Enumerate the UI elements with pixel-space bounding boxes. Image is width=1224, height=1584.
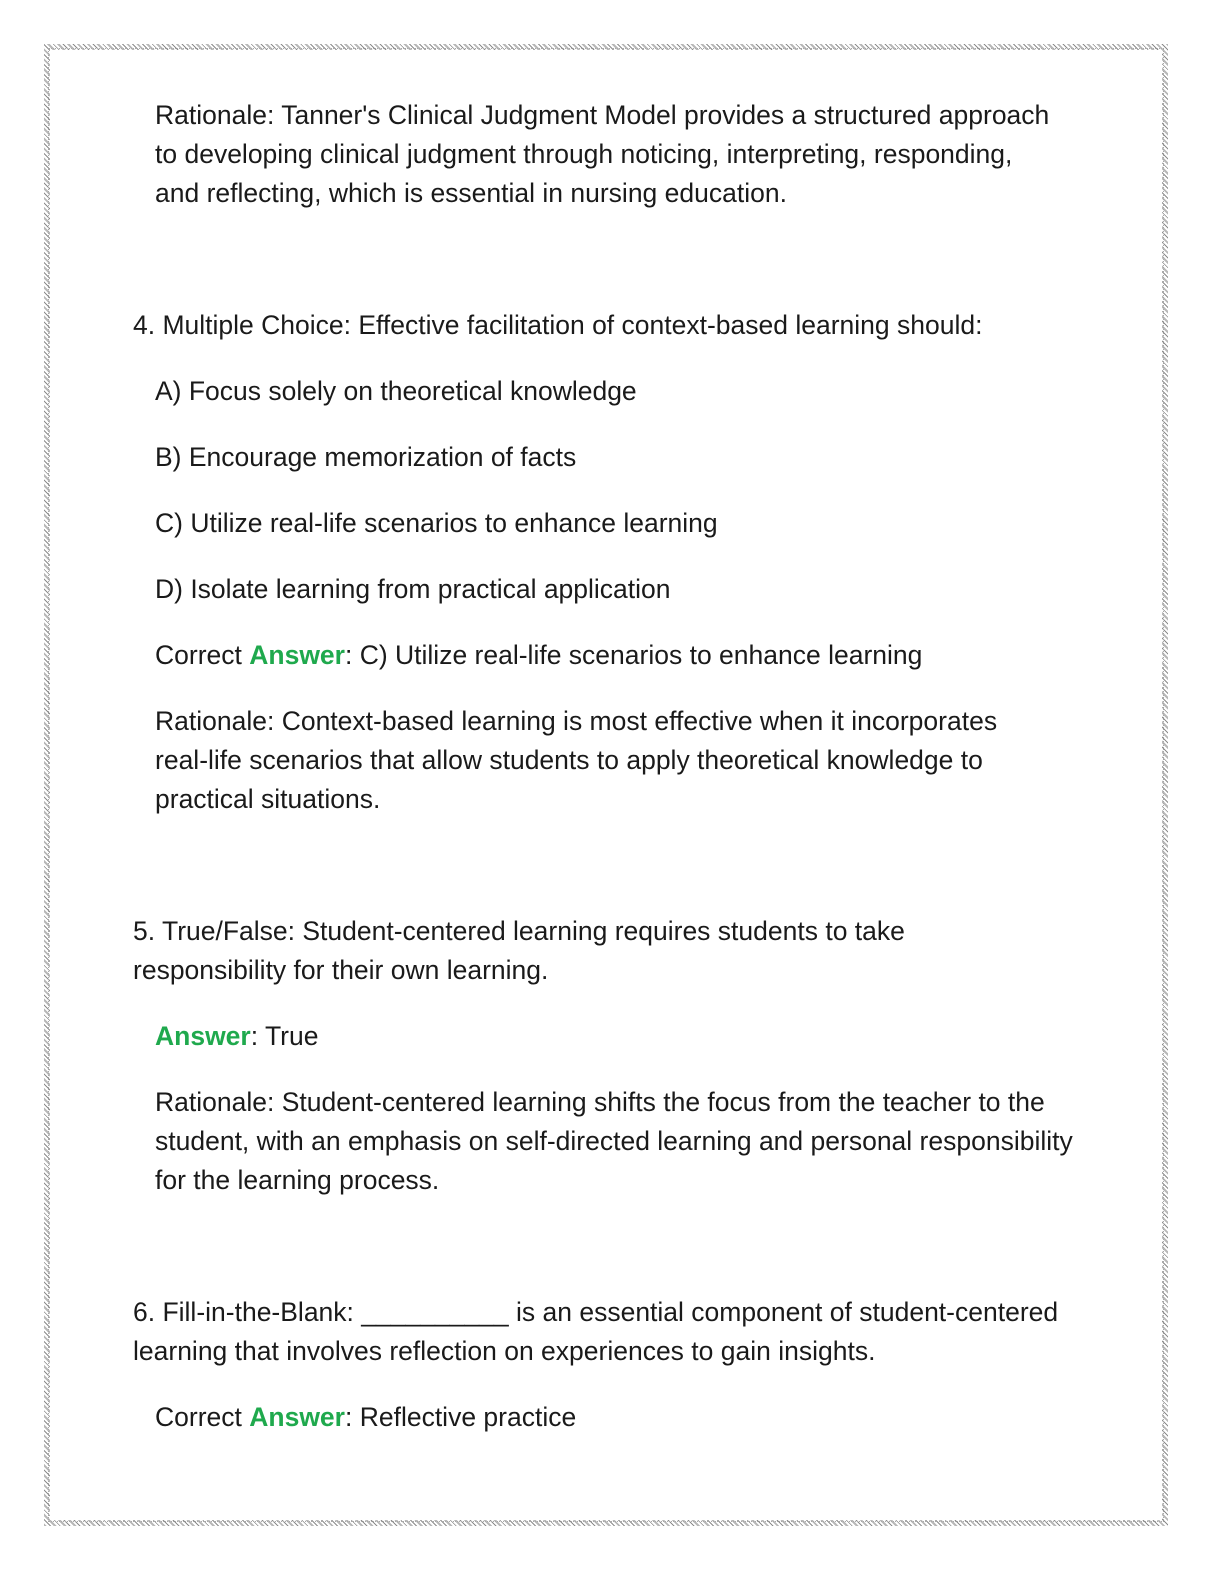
- q5-question: 5. True/False: Student-centered learning requires students to take responsibility for their own learning.: [133, 916, 905, 985]
- answer-text: : C) Utilize real-life scenarios to enhance learning: [344, 640, 923, 670]
- answer-keyword: Answer: [249, 640, 345, 670]
- answer-prefix: Correct: [155, 640, 250, 670]
- q4-rationale: Rationale: Context-based learning is most effective when it incorporates real-life scenarios that allow students to apply theoretical knowledge to practical situations.: [155, 706, 998, 814]
- q5-rationale: Rationale: Student-centered learning shifts the focus from the teacher to the student, with an emphasis on self-directed learning and personal responsibility for the learning process.: [155, 1087, 1073, 1195]
- answer-text: : Reflective practice: [344, 1402, 577, 1432]
- q4-correct-answer: [133, 636, 1093, 675]
- answer-keyword: Answer: [249, 1402, 345, 1432]
- q5-answer: [133, 1017, 1093, 1056]
- q6-question: 6. Fill-in-the-Blank: __________ is an essential component of student-centered learning that involves reflection on experiences to gain insights.: [133, 1297, 1059, 1366]
- q4-option-c: C) Utilize real-life scenarios to enhance learning: [155, 508, 718, 538]
- answer-keyword: Answer: [155, 1021, 251, 1051]
- q4-option-b: B) Encourage memorization of facts: [155, 442, 577, 472]
- q4-option-a: A) Focus solely on theoretical knowledge: [155, 376, 637, 406]
- q4-option-d: D) Isolate learning from practical application: [155, 574, 671, 604]
- q3-rationale: Rationale: Tanner's Clinical Judgment Model provides a structured approach to developing clinical judgment through noticing, interpreting, responding, and reflecting, which is essential in nursing education.: [155, 100, 1050, 208]
- q6-correct-answer: [133, 1398, 1093, 1437]
- answer-prefix: Correct: [155, 1402, 250, 1432]
- q4-question: 4. Multiple Choice: Effective facilitation of context-based learning should:: [133, 310, 983, 340]
- answer-text: : True: [250, 1021, 319, 1051]
- document-body: [133, 96, 1093, 1437]
